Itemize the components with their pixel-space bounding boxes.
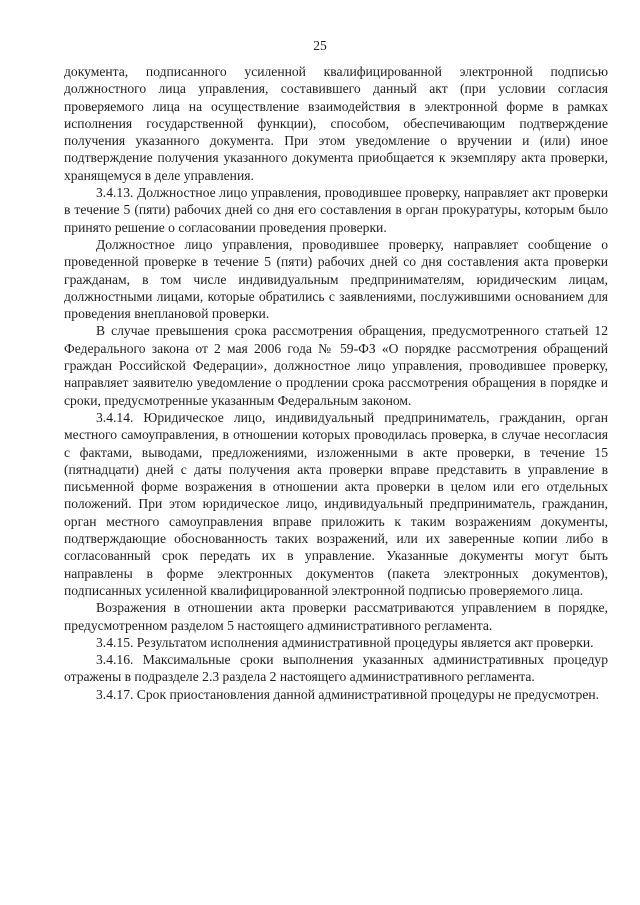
paragraph-3-4-16: 3.4.16. Максимальные сроки выполнения указанных административных процедур отражены в подразделе 2.3 раздела 2 настоящего административного регламента. (64, 652, 608, 685)
paragraph-3-4-15: 3.4.15. Результатом исполнения административной процедуры является акт проверки. (96, 634, 594, 650)
body-text (64, 63, 608, 703)
paragraph-term-extension: В случае превышения срока рассмотрения обращения, предусмотренного статьей 12 Федерального закона от 2 мая 2006 года № 59-ФЗ «О порядке рассмотрения обращений граждан Российской Федерации», должностное лицо управления, проводившее проверку, направляет заявителю уведомление о продлении срока рассмотрения обращения в порядке и сроки, предусмотренные указанным Федеральным законом. (64, 323, 608, 408)
paragraph-3-4-14: 3.4.14. Юридическое лицо, индивидуальный предприниматель, гражданин, орган местного самоуправления, в отношении которых проводилась проверка, в случае несогласия с фактами, выводами, предложениями, изложенными в акте проверки, в течение 15 (пятнадцати) дней с даты получения акта проверки вправе представить в управление в письменной форме возражения в отношении акта проверки в целом или его отдельных положений. При этом юридическое лицо, индивидуальный предприниматель, гражданин, орган местного самоуправления вправе приложить к таким возражениям документы, подтверждающие обоснованность таких возражений, или их заверенные копии либо в согласованный срок передать их в управление. Указанные документы могут быть направлены в форме электронных документов (пакета электронных документов), подписанных усиленной квалифицированной электронной подписью проверяемого лица. (64, 409, 608, 598)
paragraph-3-4-17: 3.4.17. Срок приостановления данной административной процедуры не предусмотрен. (96, 686, 600, 702)
page-number: 25 (313, 38, 327, 53)
paragraph-3-4-13: 3.4.13. Должностное лицо управления, проводившее проверку, направляет акт проверки в течение 5 (пяти) рабочих дней со дня его составления в орган прокуратуры, которым было принято решение о согласовании проведения проверки. (64, 185, 608, 235)
paragraph-continuation: документа, подписанного усиленной квалифицированной электронной подписью должностного лица управления, составившего данный акт (при условии согласия проверяемого лица на осуществление взаимодействия в электронной форме в рамках исполнения государственной функции), способом, обеспечивающим подтверждение получения указанного документа. При этом уведомление о вручении и (или) иное подтверждение получения указанного документа приобщается к экземпляру акта проверки, хранящемуся в деле управления. (64, 64, 608, 183)
paragraph-objections: Возражения в отношении акта проверки рассматриваются управлением в порядке, предусмотренном разделом 5 настоящего административного регламента. (64, 600, 608, 633)
paragraph-notification: Должностное лицо управления, проводившее проверку, направляет сообщение о проведенной проверке в течение 5 (пяти) рабочих дней со дня составления акта проверки гражданам, в том числе индивидуальным предпринимателям, юридическим лицам, должностными лицами, которые обратились с заявлениями, послужившими основанием для проведения внеплановой проверки. (64, 236, 608, 322)
